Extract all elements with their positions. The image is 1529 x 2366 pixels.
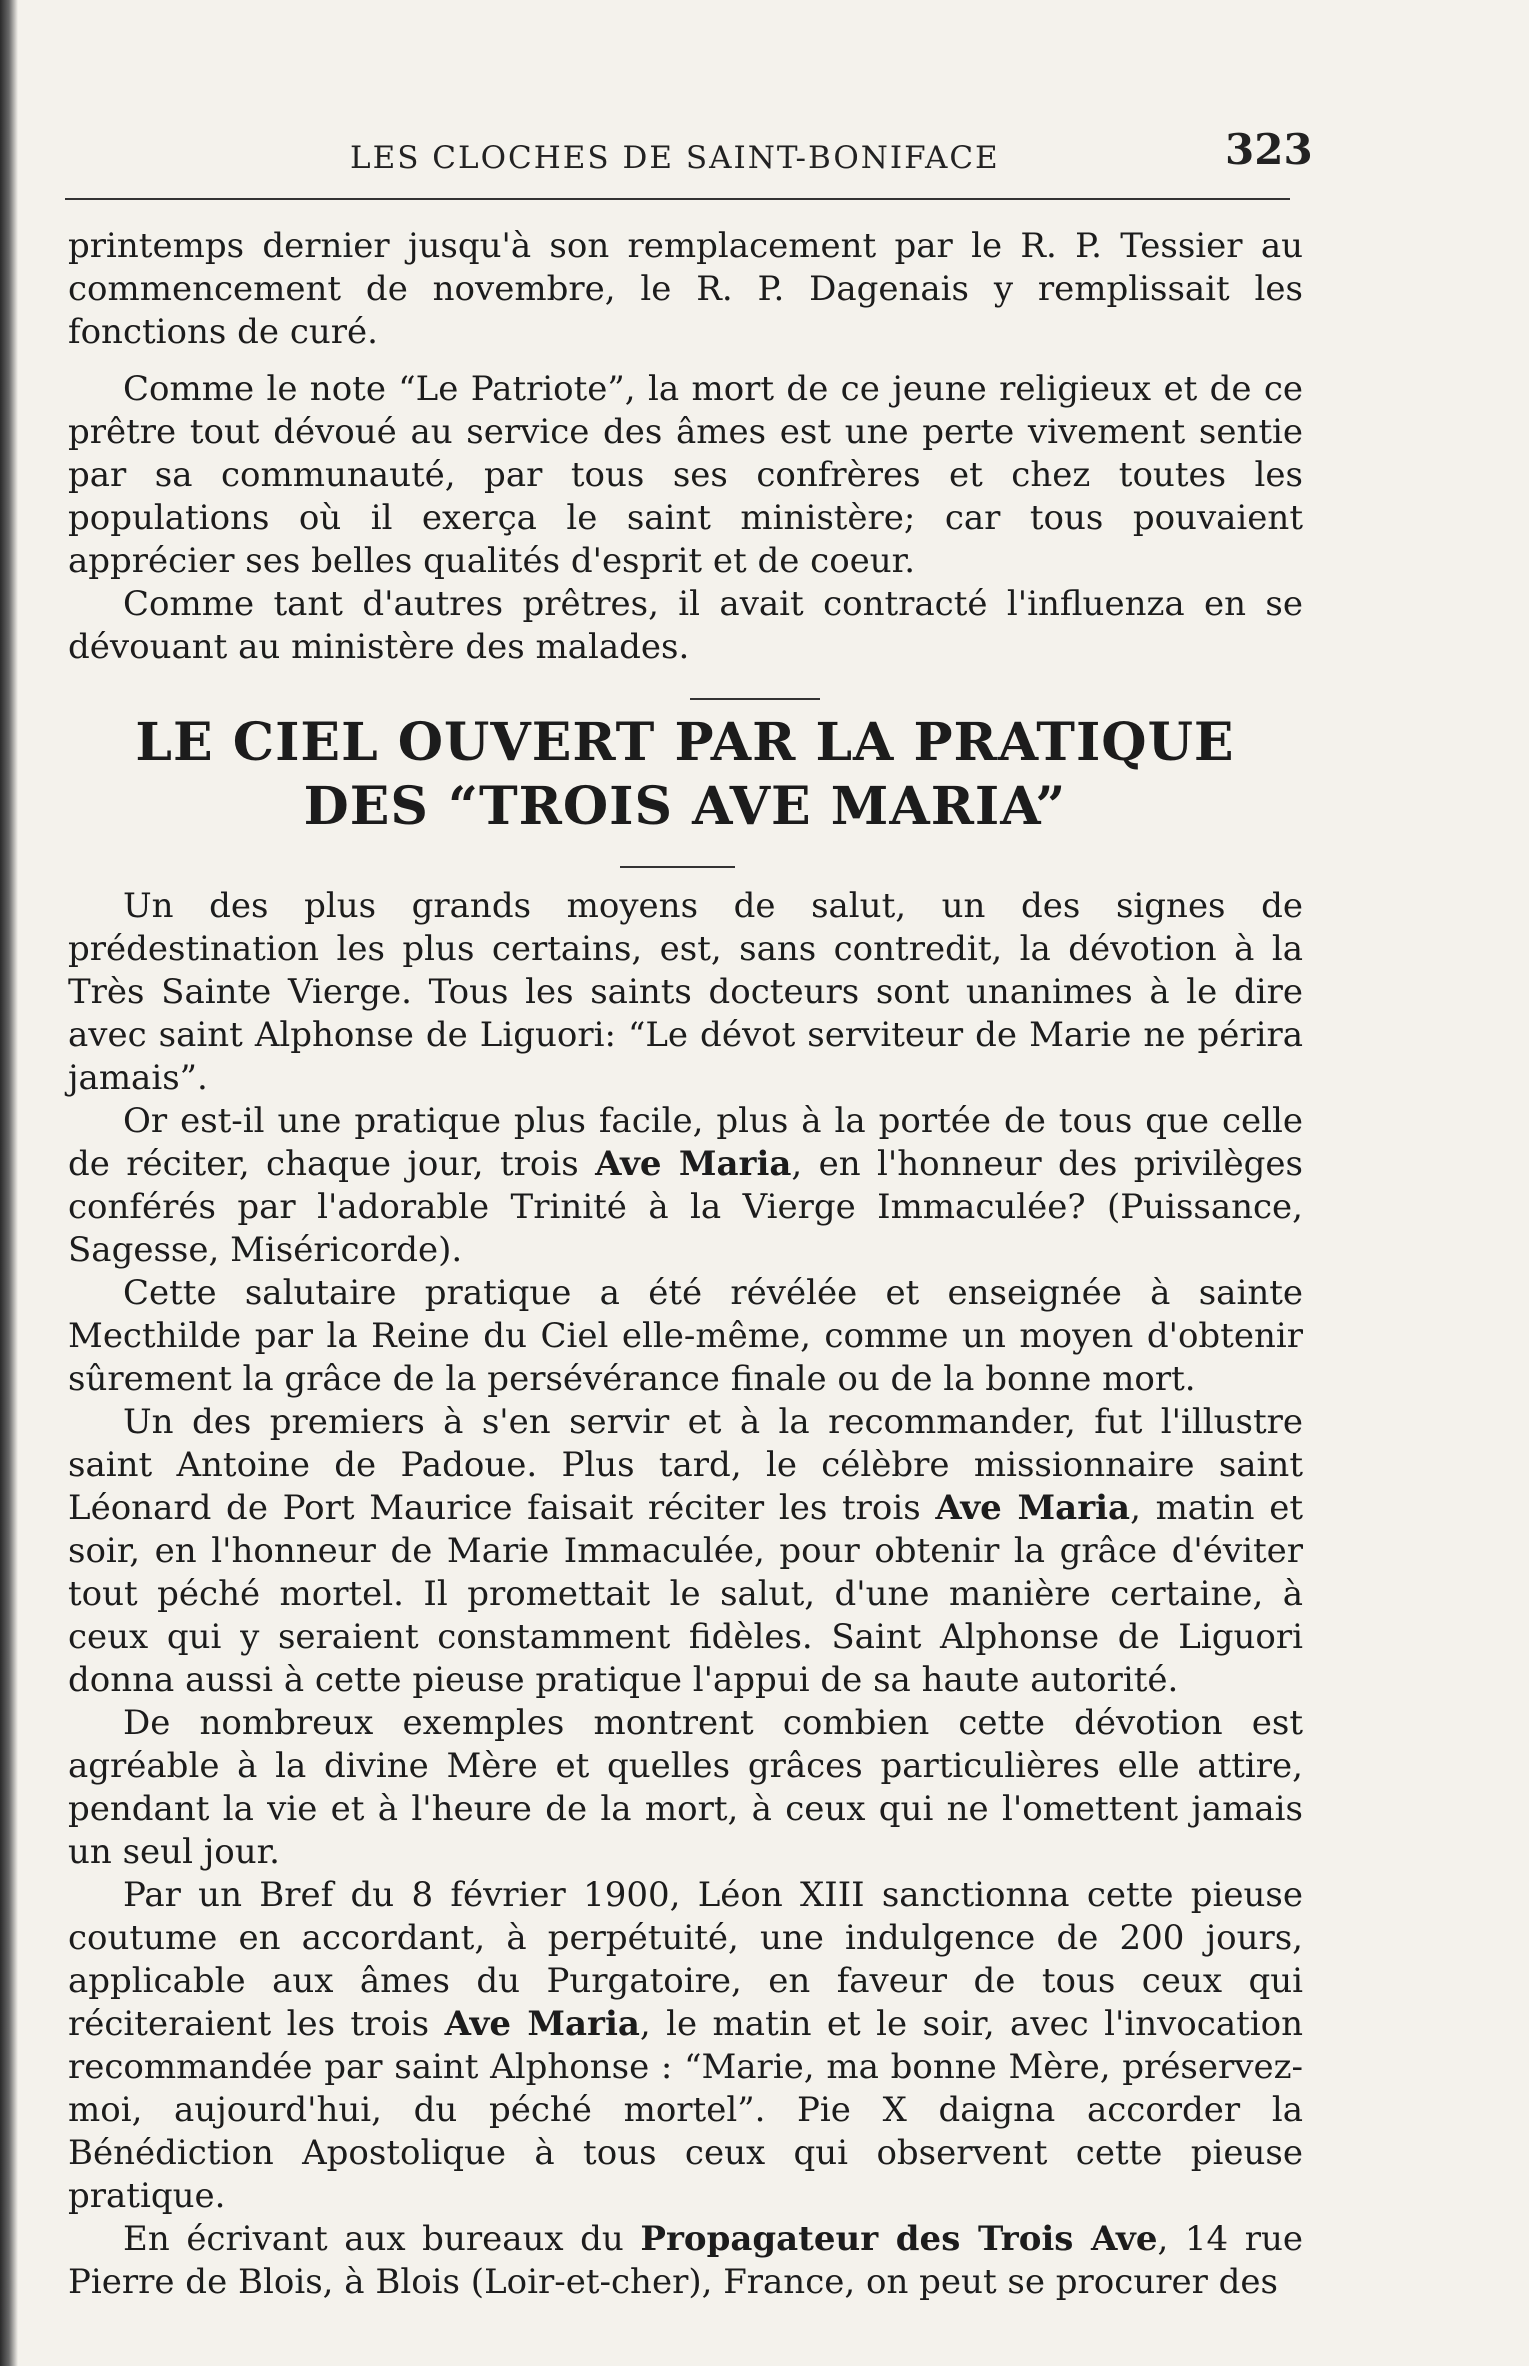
intro-paragraph-2: Comme le note “Le Patriote”, la mort de ce jeune religieux et de ce prêtre tout dévoué au service des âmes est une perte vivement sentie par sa communauté, par tous ses confrères et chez toutes les populations où il exerça le saint ministère; car tous pouvaient apprécier ses belles qualités d'esprit et de coeur. [68,369,1303,581]
article-paragraph-3: Cette salutaire pratique a été révélée et enseignée à sainte Mecthilde par la Reine du Ciel elle-même, comme un moyen d'obtenir sûrement la grâce de la persévérance finale ou de la bonne mort. [68,1273,1303,1399]
header-rule [65,198,1290,200]
article-paragraph-4 [68,1401,1303,1702]
article-paragraph-6 [68,1874,1303,2218]
p6-text-a: Par un Bref du 8 février 1900, Léon XIII sanctionna cette pieuse coutume en accordant, à perpétuité, une indulgence de 200 jours, applicable aux âmes du Purgatoire, en faveur de tous ceux qui réciteraient les trois [68,1875,1303,2044]
article-text [68,885,1303,2304]
p2-text-b: , en l'honneur des privilèges conférés par l'adorable Trinité à la Vierge Immaculée? (Puissance, Sagesse, Miséricorde). [68,1144,1303,1270]
article-paragraph-7 [68,2218,1303,2304]
page-number: 323 [1225,125,1313,174]
article-title-line-1: LE CIEL OUVERT PAR LA PRATIQUE [135,712,1235,773]
p4-text-b: , matin et soir, en l'honneur de Marie Immaculée, pour obtenir la grâce d'éviter tout péché mortel. Il promettait le salut, d'une manière certaine, à ceux qui y seraient constamment fidèles. Saint Alphonse de Liguori donna aussi à cette pieuse pratique l'appui de sa haute autorité. [68,1488,1303,1700]
p2-ave-maria: Ave Maria [595,1144,792,1184]
running-title: LES CLOCHES DE SAINT-BONIFACE [350,140,1000,176]
article-title-line-2: DES “TROIS AVE MARIA” [303,776,1067,837]
p4-ave-maria: Ave Maria [935,1488,1131,1528]
title-separator [620,866,735,868]
section-separator [690,698,820,700]
p6-text-b: , le matin et le soir, avec l'invocation recommandée par saint Alphonse : “Marie, ma bonne Mère, préservez-moi, aujourd'hui, du péché mortel”. Pie X daigna accorder la Bénédiction Apostolique à tous ceux qui observent cette pieuse pratique. [68,2004,1303,2216]
article-paragraph-2 [68,1100,1303,1272]
article-paragraph-5: De nombreux exemples montrent combien cette dévotion est agréable à la divine Mère et quelles grâces particulières elle attire, pendant la vie et à l'heure de la mort, à ceux qui ne l'omettent jamais un seul jour. [68,1703,1303,1872]
p7-text-a: En écrivant aux bureaux du [123,2219,641,2259]
book-spine-shadow [0,0,18,2366]
p2-text-a: Or est-il une pratique plus facile, plus à la portée de tous que celle de réciter, chaque jour, trois [68,1101,1303,1184]
p6-ave-maria: Ave Maria [444,2004,640,2044]
p7-text-b: , 14 rue Pierre de Blois, à Blois (Loir-et-cher), France, on peut se procurer des [68,2219,1303,2302]
intro-text [68,225,1303,669]
article-paragraph-1: Un des plus grands moyens de salut, un des signes de prédestination les plus certains, est, sans contredit, la dévotion à la Très Sainte Vierge. Tous les saints docteurs sont unanimes à le dire avec saint Alphonse de Liguori: “Le dévot serviteur de Marie ne périra jamais”. [68,886,1303,1098]
p4-text-a: Un des premiers à s'en servir et à la recommander, fut l'illustre saint Antoine de Padoue. Plus tard, le célèbre missionnaire saint Léonard de Port Maurice faisait réciter les trois [68,1402,1303,1528]
p7-propagateur: Propagateur des Trois Ave [640,2219,1158,2259]
intro-paragraph-3: Comme tant d'autres prêtres, il avait contracté l'influenza en se dévouant au ministère des malades. [68,584,1303,667]
intro-paragraph-1: printemps dernier jusqu'à son remplacement par le R. P. Tessier au commencement de novembre, le R. P. Dagenais y remplissait les fonctions de curé. [68,226,1303,352]
